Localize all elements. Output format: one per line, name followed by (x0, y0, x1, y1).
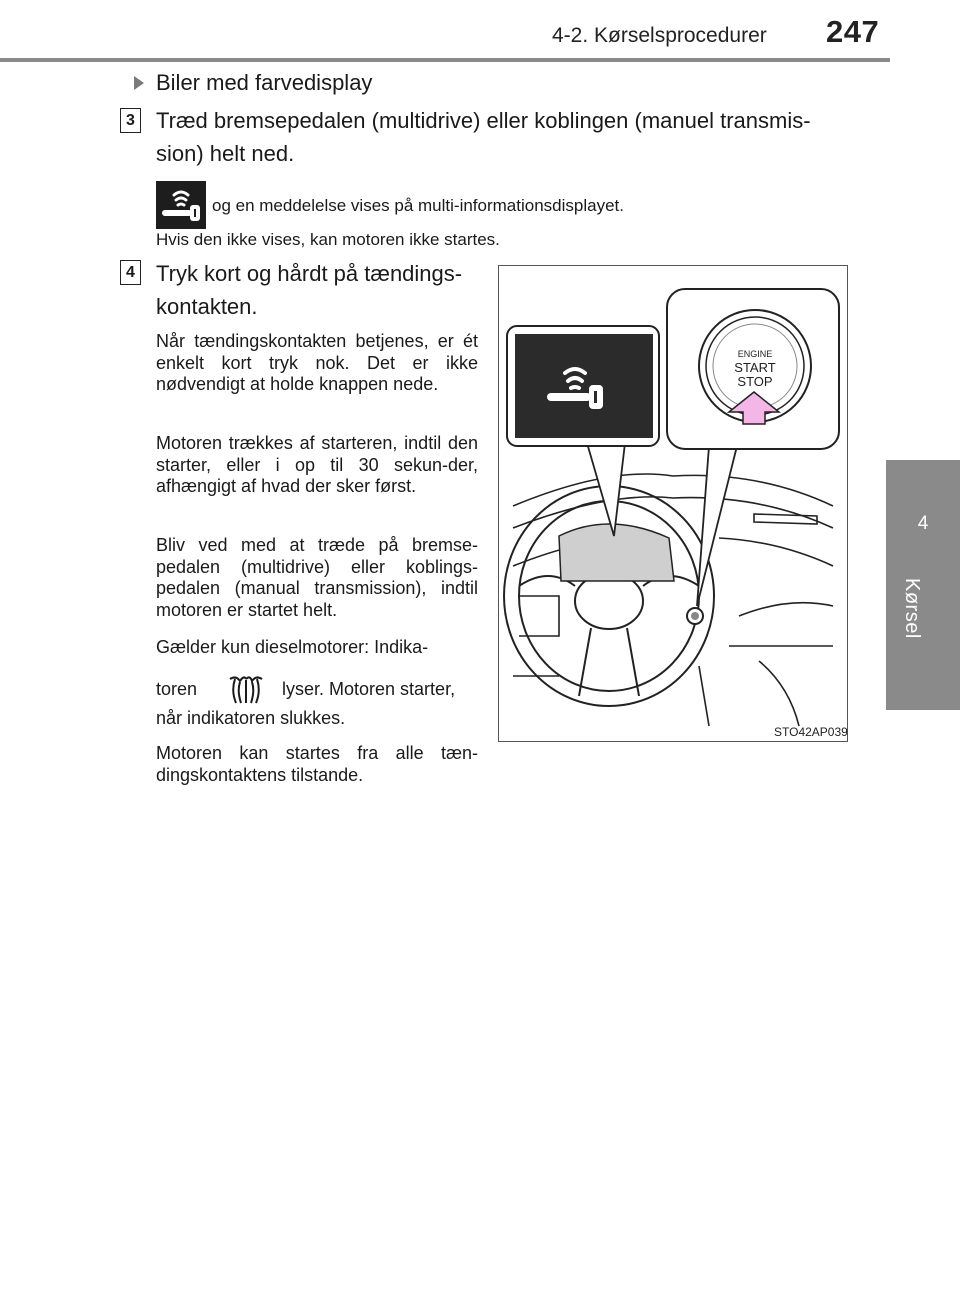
step4-paragraph-1: Når tændingskontakten betjenes, er ét enkelt kort tryk nok. Det er ikke nødvendigt at holde knappen nede. (156, 331, 478, 394)
section-title: 4-2. Kørselsprocedurer (552, 24, 767, 47)
step4-paragraph-4-pre: toren (156, 679, 198, 699)
glow-plug-indicator-icon (226, 673, 266, 707)
chapter-label: Kørsel (901, 578, 923, 639)
step4-line1: Tryk kort og hårdt på tændings- (156, 261, 463, 286)
header-rule (0, 58, 890, 62)
bullet-heading: Biler med farvedisplay (156, 70, 373, 95)
step4-line2: kontakten. (156, 294, 258, 319)
start-button-illustration (498, 265, 848, 742)
button-label-start: START (734, 360, 776, 375)
step4-paragraph-3: Bliv ved med at træde på bremse-pedalen (multidrive) eller koblings-pedalen (manual transmission), indtil motoren er startet helt. (156, 535, 478, 620)
step4-paragraph-5: Motoren kan startes fra alle tæn-dingskontaktens tilstande. (156, 743, 478, 785)
bullet-triangle-icon (134, 76, 144, 90)
step-number-3: 3 (120, 108, 141, 133)
step-number-4: 4 (120, 260, 141, 285)
figure-code: STO42AP039 (774, 725, 848, 739)
step4-paragraph-4-post: lyser. Motoren starter, (282, 679, 456, 699)
step4-paragraph-4-line1: Gælder kun dieselmotorer: Indika- (156, 637, 429, 657)
step4-paragraph-4-line3: når indikatoren slukkes. (156, 708, 346, 728)
chapter-number: 4 (917, 513, 929, 534)
chapter-tab (886, 460, 960, 710)
step4-paragraph-2: Motoren trækkes af starteren, indtil den starter, eller i op til 30 sekun-der, afhængigt af hvad der sker først. (156, 433, 478, 496)
step3-line2: sion) helt ned. (156, 141, 295, 166)
smart-key-indicator-icon (156, 181, 206, 229)
step3-note-line2: Hvis den ikke vises, kan motoren ikke startes. (156, 230, 500, 249)
step3-note-line1: og en meddelelse vises på multi-informationsdisplayet. (212, 196, 624, 215)
step3-line1: Træd bremsepedalen (multidrive) eller koblingen (manuel transmis- (156, 108, 811, 133)
page-number: 247 (826, 14, 880, 49)
button-label-stop: STOP (737, 374, 773, 389)
button-label-engine: ENGINE (737, 349, 773, 359)
